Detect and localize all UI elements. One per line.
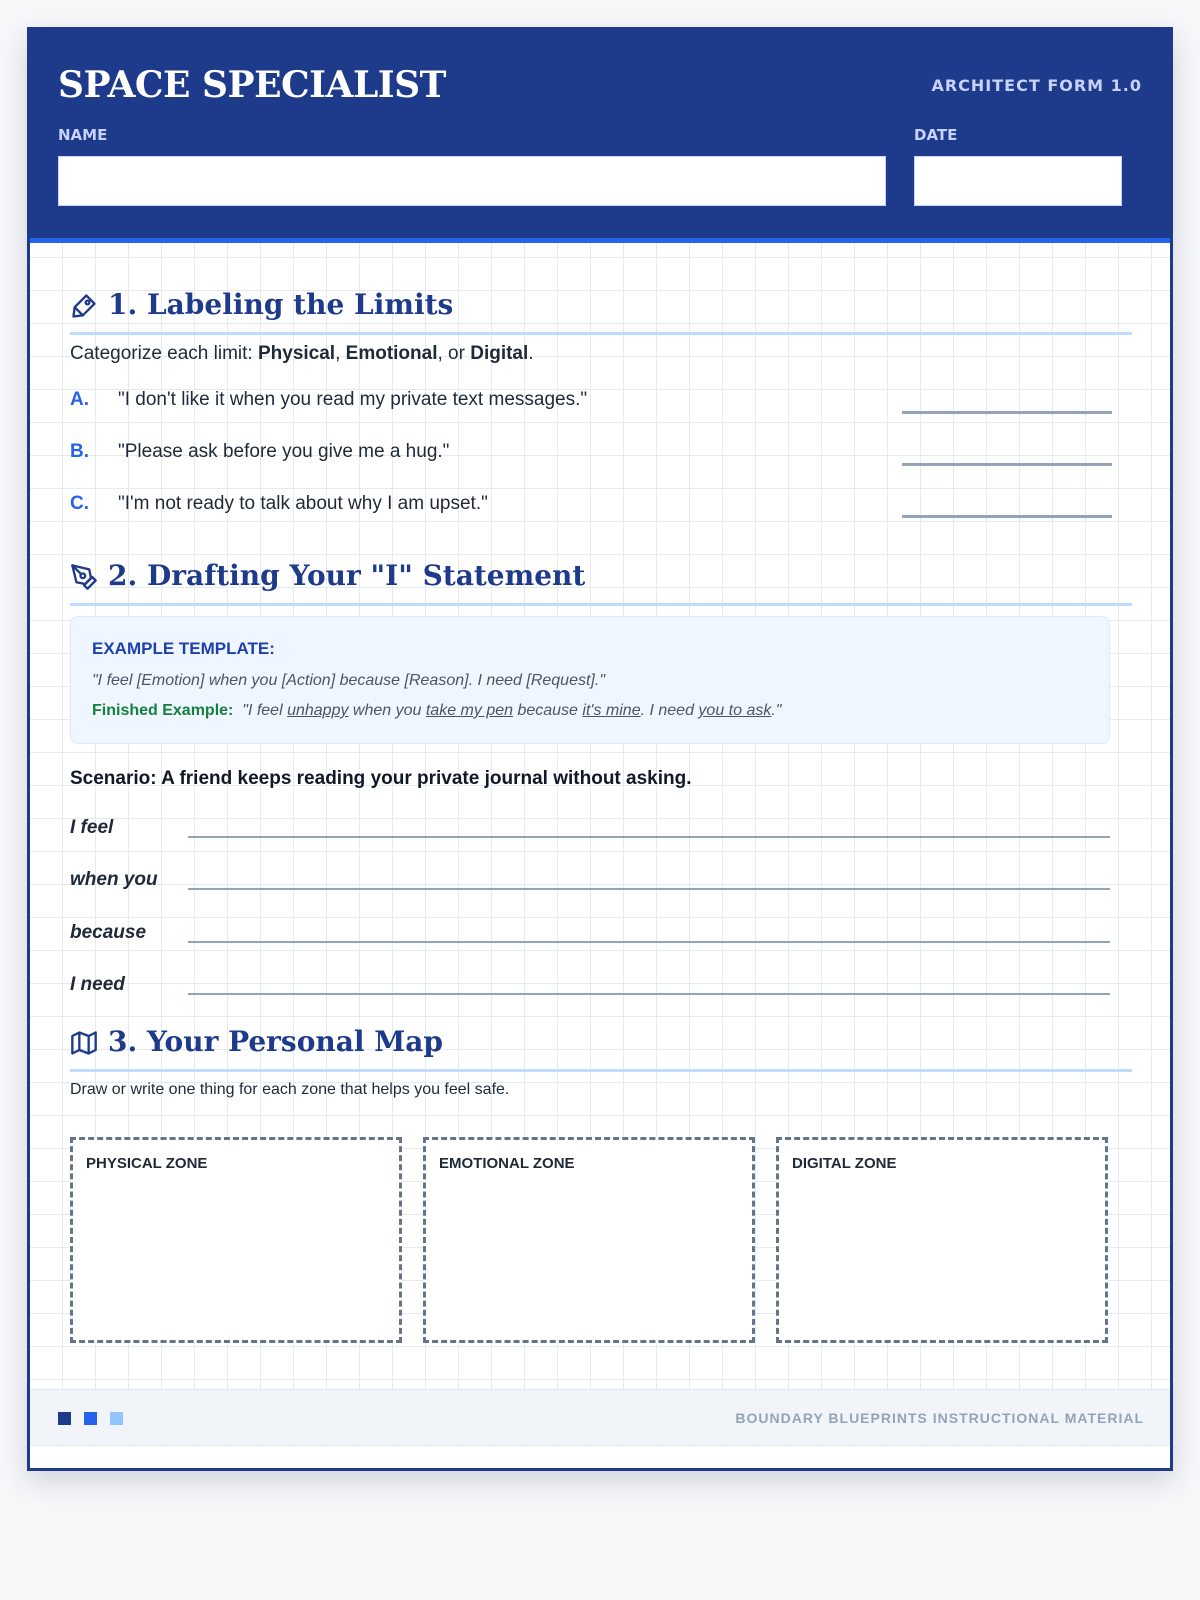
worksheet-page (27, 27, 1173, 1471)
worksheet-footer (30, 1389, 1170, 1445)
footer-text: BOUNDARY BLUEPRINTS INSTRUCTIONAL MATERIAL (735, 1410, 1144, 1426)
footer-square-dark (58, 1412, 71, 1425)
footer-square-mid (84, 1412, 97, 1425)
section-2-title: 2. Drafting Your "I" Statement (108, 559, 586, 592)
question-text-c: "I'm not ready to talk about why I am upset." (118, 493, 488, 514)
stem-i-feel: I feel (70, 817, 114, 838)
example-template-box (70, 616, 1110, 744)
scenario-text: Scenario: A friend keeps reading your private journal without asking. (70, 768, 692, 789)
page-title: SPACE SPECIALIST (58, 64, 446, 106)
write-line-i-feel[interactable] (188, 836, 1110, 838)
digital-zone-label: DIGITAL ZONE (792, 1155, 897, 1172)
stem-because: because (70, 922, 147, 943)
section-3-heading (70, 1025, 1132, 1072)
stem-i-need: I need (70, 974, 125, 995)
date-field[interactable] (914, 156, 1122, 206)
write-line-when-you[interactable] (188, 888, 1110, 890)
example-template-text: "I feel [Emotion] when you [Action] because [Reason]. I need [Request]." (92, 672, 605, 689)
question-letter-b: B. (70, 441, 89, 462)
section-1-instructions: Categorize each limit: Physical, Emotional, or Digital. (70, 343, 534, 364)
question-text-b: "Please ask before you give me a hug." (118, 441, 450, 462)
emotional-zone-label: EMOTIONAL ZONE (439, 1155, 575, 1172)
form-code: ARCHITECT FORM 1.0 (931, 76, 1142, 95)
name-field[interactable] (58, 156, 886, 206)
question-text-a: "I don't like it when you read my private text messages." (118, 389, 588, 410)
physical-zone-box[interactable] (70, 1137, 402, 1343)
example-label: EXAMPLE TEMPLATE: (92, 639, 275, 658)
section-1-heading (70, 288, 1132, 335)
answer-line-b[interactable] (902, 463, 1112, 466)
name-label: NAME (58, 126, 108, 144)
question-letter-a: A. (70, 389, 89, 410)
worksheet-content (30, 243, 1170, 1447)
worksheet-header (30, 30, 1170, 243)
write-line-because[interactable] (188, 941, 1110, 943)
section-2-heading (70, 559, 1132, 606)
pen-tool-icon (70, 563, 98, 591)
emotional-zone-box[interactable] (423, 1137, 755, 1343)
finished-example: Finished Example: "I feel unhappy when you take my pen because it's mine. I need you to ask." (92, 702, 782, 719)
write-line-i-need[interactable] (188, 993, 1110, 995)
question-letter-c: C. (70, 493, 89, 514)
physical-zone-label: PHYSICAL ZONE (86, 1155, 208, 1172)
footer-square-light (110, 1412, 123, 1425)
answer-line-a[interactable] (902, 411, 1112, 414)
tag-icon (70, 292, 98, 320)
section-3-instructions: Draw or write one thing for each zone that helps you feel safe. (70, 1081, 510, 1098)
answer-line-c[interactable] (902, 515, 1112, 518)
section-1-title: 1. Labeling the Limits (108, 288, 454, 321)
date-label: DATE (914, 126, 958, 144)
map-icon (70, 1029, 98, 1057)
stem-when-you: when you (70, 869, 158, 890)
digital-zone-box[interactable] (776, 1137, 1108, 1343)
section-3-title: 3. Your Personal Map (108, 1025, 443, 1058)
